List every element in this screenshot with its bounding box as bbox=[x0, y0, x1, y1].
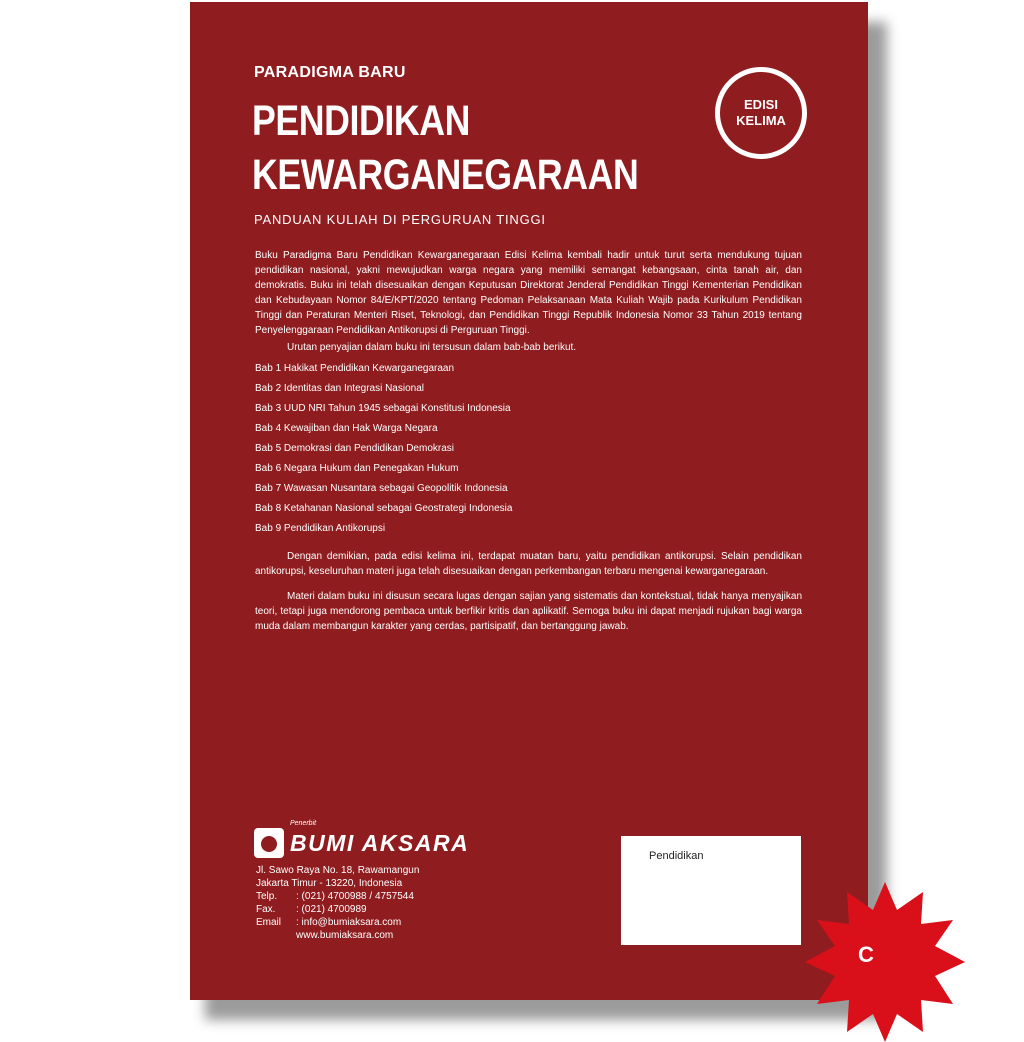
website-row bbox=[256, 929, 419, 942]
chapter-item: Bab 6 Negara Hukum dan Penegakan Hukum bbox=[255, 463, 459, 474]
chapters-intro: Urutan penyajian dalam buku ini tersusun dalam bab-bab berikut. bbox=[287, 342, 577, 353]
title-line-1: PENDIDIKAN bbox=[252, 97, 470, 145]
paragraph-3: Materi dalam buku ini disusun secara lugas dengan sajian yang sistematis dan kontekstual, tidak hanya menyajikan teori, tetapi juga mendorong pembaca untuk berfikir kritis dan aplikatif. Semoga buku ini dapat menjadi rujukan bagi warga muda dalam membangun karakter yang cerdas, partisipatif, dan bertanggung jawab. bbox=[255, 591, 802, 632]
telp-label: Telp. bbox=[256, 891, 278, 902]
badge-line-2: KELIMA bbox=[736, 113, 786, 128]
chapter-item: Bab 7 Wawasan Nusantara sebagai Geopolitik Indonesia bbox=[255, 483, 508, 494]
telp-row bbox=[256, 890, 419, 903]
fax-label: Fax. bbox=[256, 904, 276, 915]
category-sticker bbox=[621, 836, 801, 945]
chapter-item: Bab 3 UUD NRI Tahun 1945 sebagai Konstitusi Indonesia bbox=[255, 403, 511, 414]
blurb bbox=[255, 248, 802, 634]
book-back-cover bbox=[190, 2, 874, 1000]
email-value: : info@bumiaksara.com bbox=[296, 917, 402, 928]
title-line-2: KEWARGANEGARAAN bbox=[252, 151, 639, 199]
sticker-label: Pendidikan bbox=[649, 850, 704, 862]
address-line-2: Jakarta Timur - 13220, Indonesia bbox=[256, 878, 403, 889]
publisher-address bbox=[256, 864, 419, 942]
chapter-list bbox=[255, 361, 802, 537]
chapter-item: Bab 4 Kewajiban dan Hak Warga Negara bbox=[255, 423, 438, 434]
chapter-item: Bab 2 Identitas dan Integrasi Nasional bbox=[255, 383, 424, 394]
website: www.bumiaksara.com bbox=[296, 930, 394, 941]
corner-badge-text: C bbox=[858, 942, 874, 967]
badge-line-1: EDISI bbox=[744, 97, 778, 112]
book-subtitle: PANDUAN KULIAH DI PERGURUAN TINGGI bbox=[254, 212, 546, 227]
series-kicker: PARADIGMA BARU bbox=[254, 64, 406, 81]
chapter-item: Bab 1 Hakikat Pendidikan Kewarganegaraan bbox=[255, 363, 455, 374]
publisher-label: Penerbit bbox=[290, 820, 317, 827]
publisher-name: BUMI AKSARA bbox=[290, 830, 470, 856]
chapter-item: Bab 8 Ketahanan Nasional sebagai Geostrategi Indonesia bbox=[255, 503, 513, 514]
address-line-1: Jl. Sawo Raya No. 18, Rawamangun bbox=[256, 865, 420, 876]
email-row bbox=[256, 916, 419, 929]
starburst-icon bbox=[805, 882, 965, 1042]
book-title bbox=[252, 94, 638, 202]
fax-row bbox=[256, 903, 419, 916]
fax-value: : (021) 4700989 bbox=[296, 904, 367, 915]
chapter-item: Bab 9 Pendidikan Antikorupsi bbox=[255, 523, 386, 534]
chapter-item: Bab 5 Demokrasi dan Pendidikan Demokrasi bbox=[255, 443, 454, 454]
email-label: Email bbox=[256, 917, 282, 928]
telp-value: : (021) 4700988 / 4757544 bbox=[296, 891, 414, 902]
intro-paragraph: Buku Paradigma Baru Pendidikan Kewarganegaraan Edisi Kelima kembali hadir untuk turut serta mendukung tujuan pendidikan nasional, yakni mewujudkan warga negara yang memiliki semangat kebangsaan, cinta tanah air, dan demokratis. Buku ini telah disesuaikan dengan Keputusan Direktorat Jenderal Pendidikan Tinggi Kementerian Pendidikan dan Kebudayaan Nomor 84/E/KPT/2020 tentang Pedoman Pelaksanaan Mata Kuliah Wajib pada Kurikulum Pendidikan Tinggi dan Peraturan Menteri Riset, Teknologi, dan Pendidikan Tinggi Republik Indonesia Nomor 33 Tahun 2019 tentang Penyelenggaraan Pendidikan Antikorupsi di Perguruan Tinggi. bbox=[255, 250, 802, 336]
edition-badge bbox=[715, 67, 807, 159]
publisher-logo-icon bbox=[254, 828, 284, 858]
paragraph-2: Dengan demikian, pada edisi kelima ini, terdapat muatan baru, yaitu pendidikan antikorupsi. Selain pendidikan antikorupsi, keseluruhan materi juga telah disesuaikan dengan perkembangan terbaru mengenai kewarganegaraan. bbox=[255, 551, 802, 577]
